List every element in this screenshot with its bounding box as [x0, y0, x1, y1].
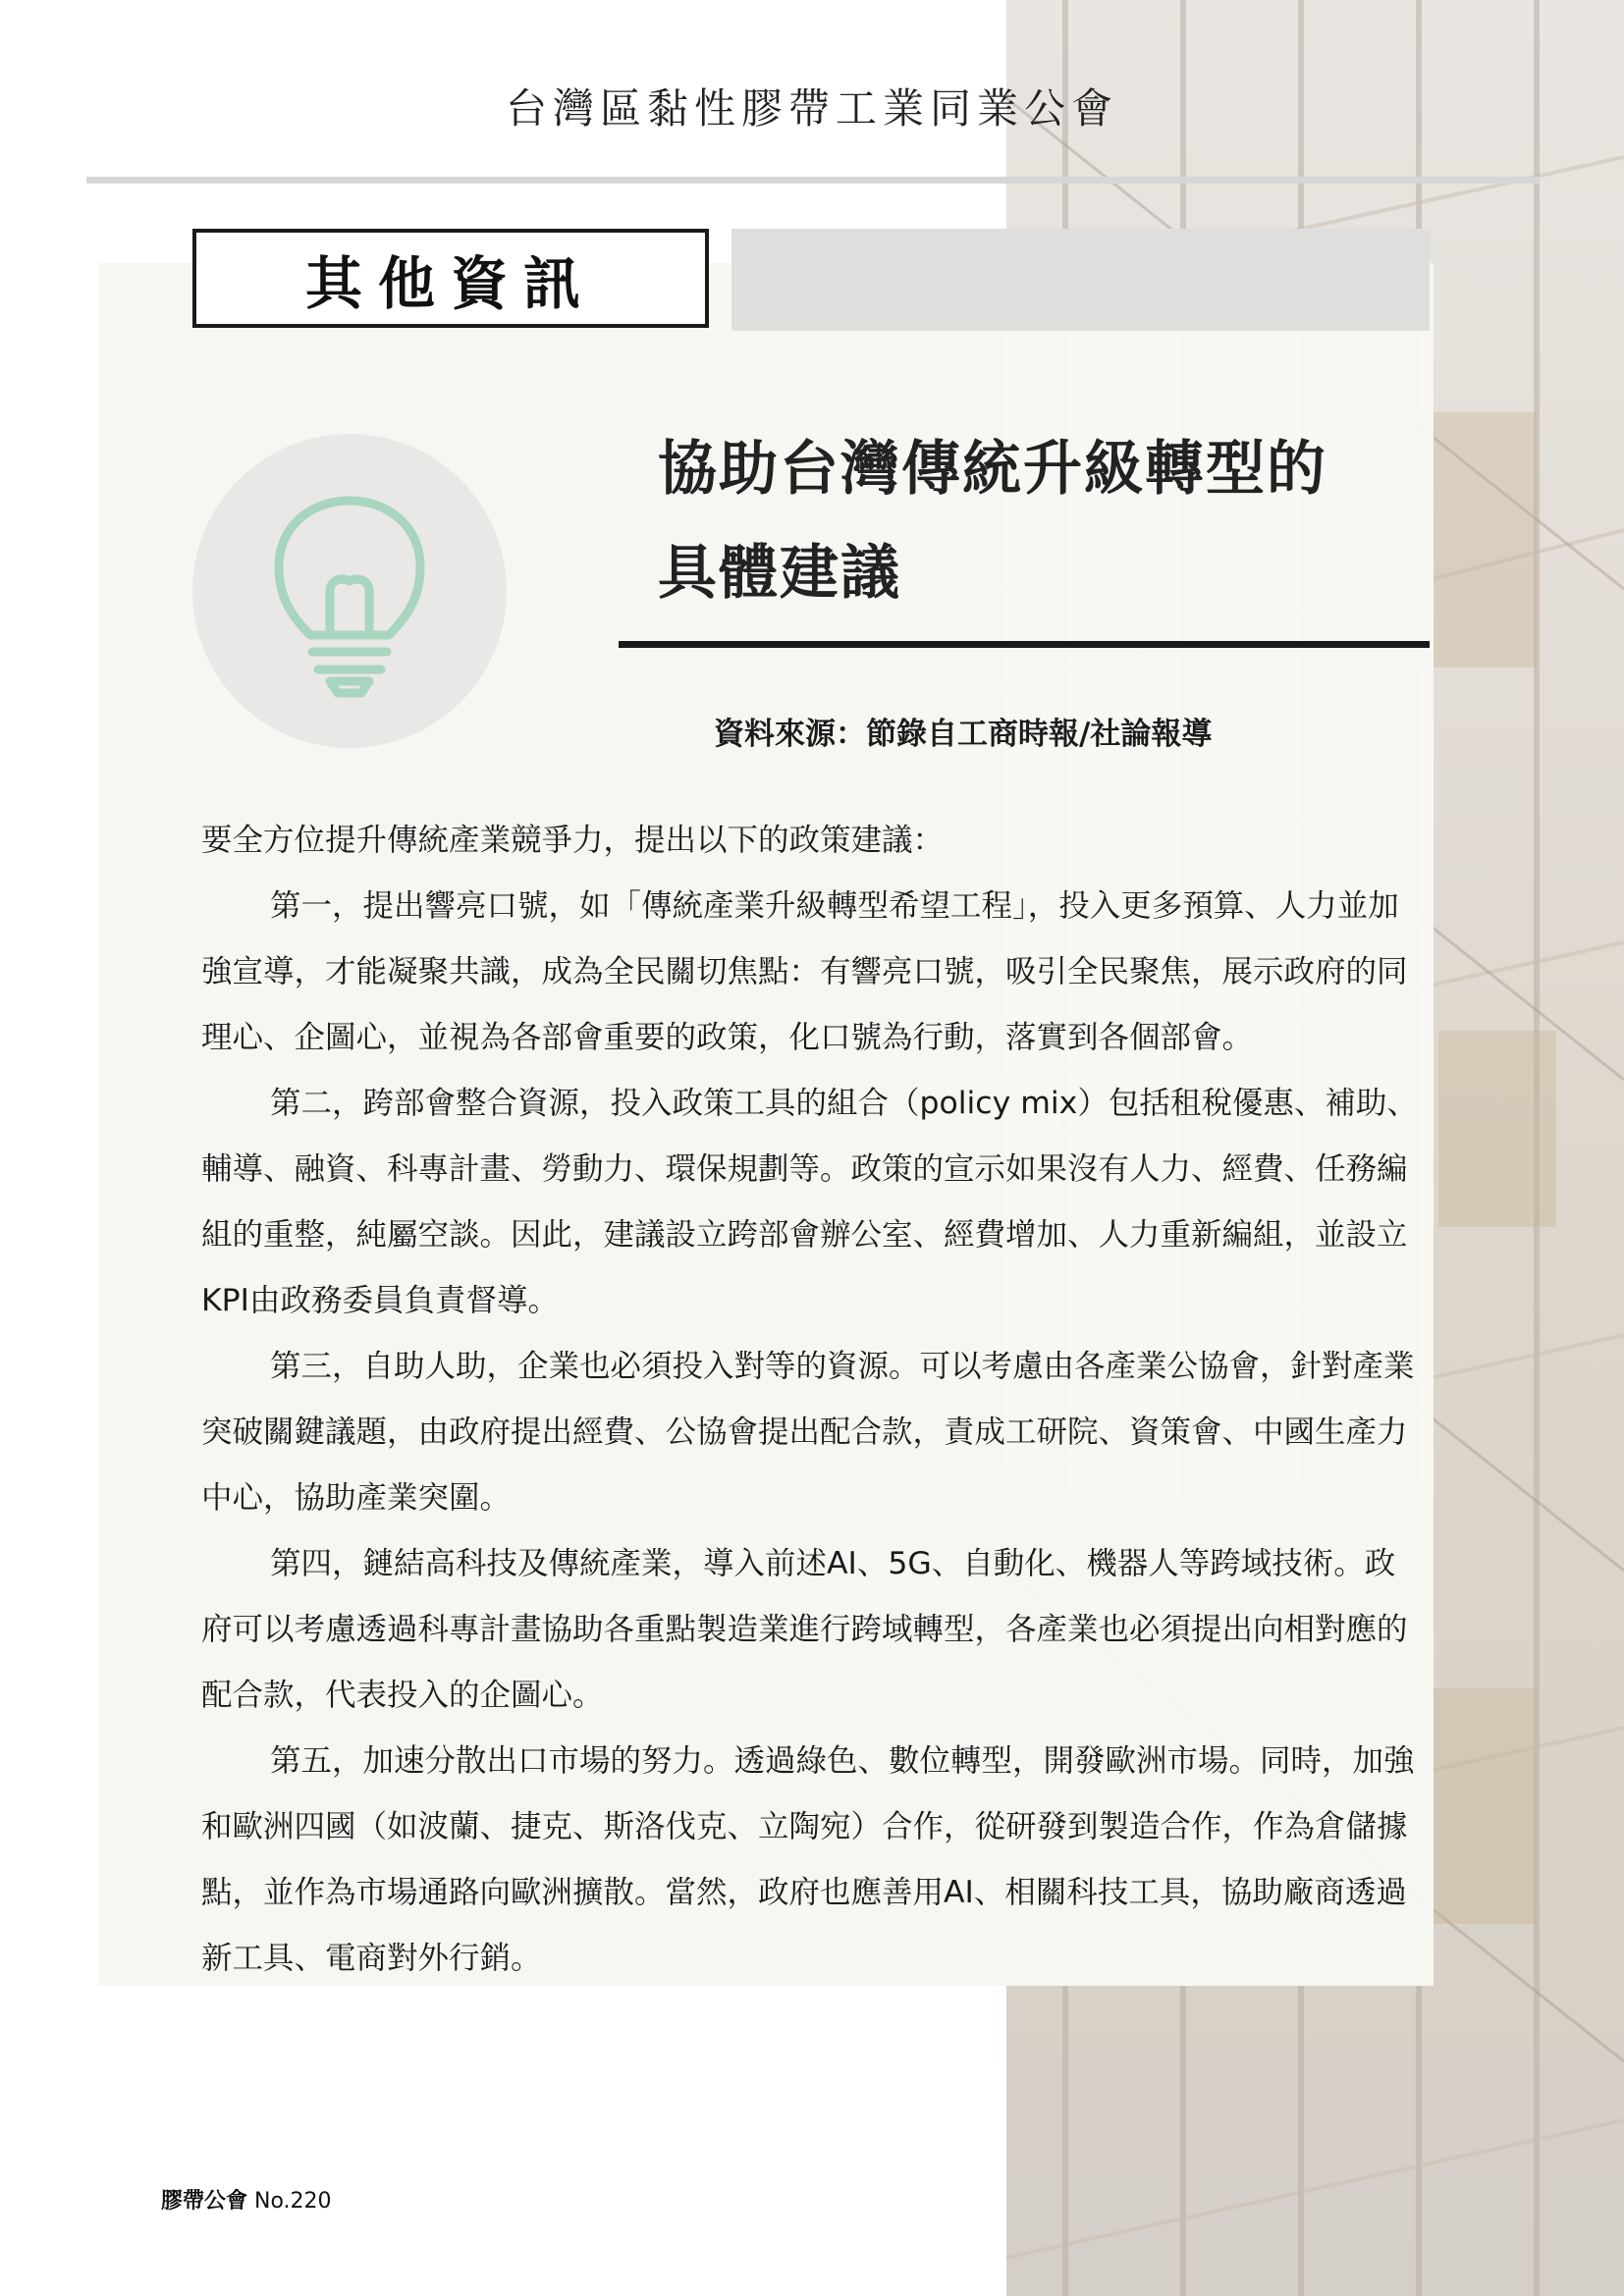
- article-paragraph-1: 第一，提出響亮口號，如「傳統產業升級轉型希望工程」，投入更多預算、人力並加強宣導，才能凝聚共識，成為全民關切焦點：有響亮口號，吸引全民聚焦，展示政府的同理心、企圖心，並視為各部會重要的政策，化口號為行動，落實到各個部會。: [201, 888, 1408, 1055]
- article-body: [201, 808, 1419, 1992]
- article-source: 資料來源：節錄自工商時報/社論報導: [714, 717, 1213, 752]
- section-label: 其他資訊: [304, 249, 596, 317]
- article-paragraph-5: 第五，加速分散出口市場的努力。透過綠色、數位轉型，開發歐洲市場。同時，加強和歐洲四國（如波蘭、捷克、斯洛伐克、立陶宛）合作，從研發到製造合作，作為倉儲據點，並作為市場通路向歐洲擴散。當然，政府也應善用AI、相關科技工具，協助廠商透過新工具、電商對外行銷。: [201, 1743, 1415, 1976]
- article-paragraph-2: 第二，跨部會整合資源，投入政策工具的組合（policy mix）包括租稅優惠、補助、輔導、融資、科專計畫、勞動力、環保規劃等。政策的宣示如果沒有人力、經費、任務編組的重整，純屬空談。因此，建議設立跨部會辦公室、經費增加、人力重新編組，並設立KPI由政務委員負責督導。: [201, 1086, 1418, 1318]
- article-intro: 要全方位提升傳統產業競爭力，提出以下的政策建議：: [201, 823, 945, 858]
- article-paragraph-3: 第三，自助人助，企業也必須投入對等的資源。可以考慮由各產業公協會，針對產業突破關鍵議題，由政府提出經費、公協會提出配合款，責成工研院、資策會、中國生產力中心，協助產業突圍。: [201, 1349, 1415, 1516]
- page-footer: [161, 2184, 332, 2215]
- footer-publication: 膠帶公會: [161, 2189, 248, 2214]
- footer-issue: No.220: [254, 2189, 332, 2214]
- title-underline: [619, 641, 1430, 648]
- bulb-badge: [192, 434, 507, 748]
- lightbulb-icon: [192, 434, 507, 748]
- header-divider: [86, 177, 1540, 184]
- article-paragraph-4: 第四，鏈結高科技及傳統產業，導入前述AI、5G、自動化、機器人等跨域技術。政府可以考慮透過科專計畫協助各重點製造業進行跨域轉型，各產業也必須提出向相對應的配合款，代表投入的企圖心。: [201, 1546, 1408, 1713]
- section-label-bar: [731, 229, 1430, 331]
- association-header: 台灣區黏性膠帶工業同業公會: [505, 84, 1118, 133]
- article-title-line1: 協助台灣傳統升級轉型的: [658, 435, 1327, 504]
- section-label-box: [192, 229, 709, 328]
- article-title-line2: 具體建議: [658, 539, 901, 608]
- article-title: [658, 417, 1434, 625]
